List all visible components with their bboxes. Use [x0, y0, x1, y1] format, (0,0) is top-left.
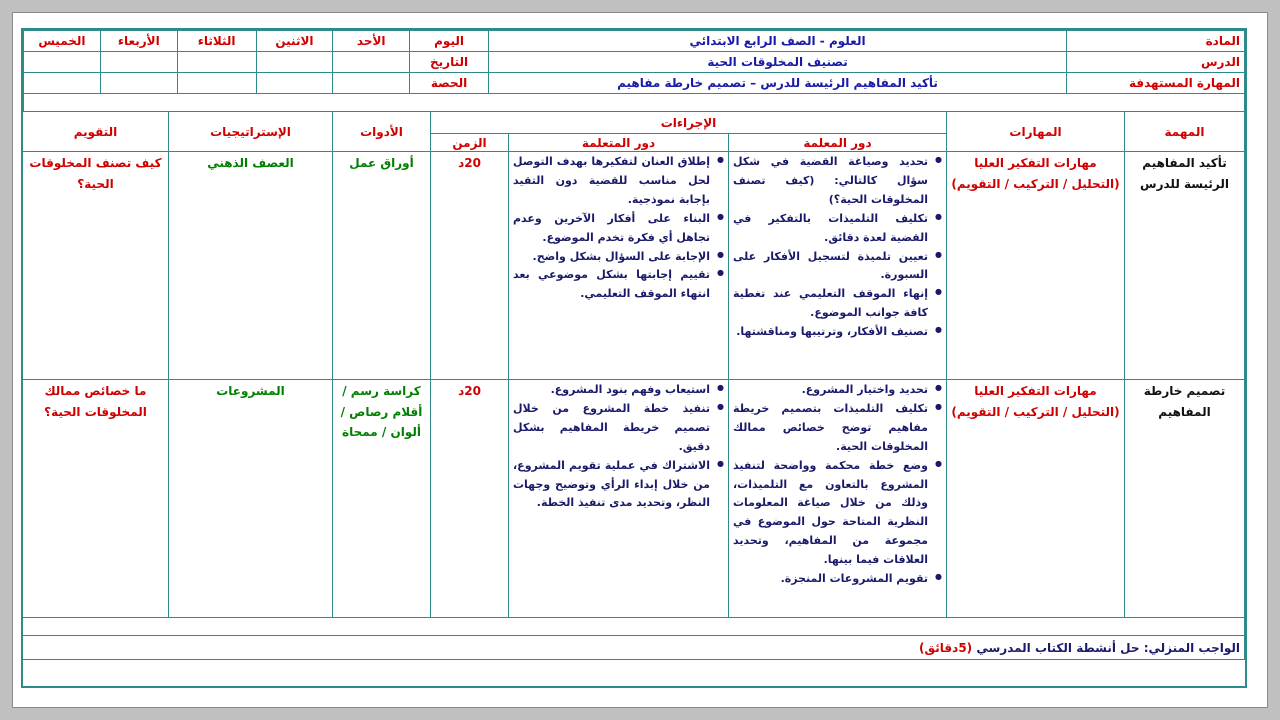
- task-cell: تصميم خارطة المفاهيم: [1125, 380, 1245, 618]
- skills-cell: مهارات التفكير العليا (التحليل / التركيب / التقويم): [947, 380, 1125, 618]
- col-evaluation-header: التقويم: [23, 112, 169, 152]
- period-cell: [333, 73, 410, 94]
- list-item: ● تقويم المشروعات المنجزة.: [733, 570, 928, 589]
- evaluation-cell: كيف تصنف المخلوقات الحية؟: [23, 152, 169, 380]
- homework-time: (5دقائق): [918, 640, 973, 655]
- evaluation-cell: ما خصائص ممالك المخلوقات الحية؟: [23, 380, 169, 618]
- date-cell: [333, 52, 410, 73]
- list-item: ● إنهاء الموقف التعليمي عند تغطية كافة جوانب الموضوع.: [733, 285, 928, 323]
- list-item: ● إطلاق العنان لتفكيرها بهدف التوصل لحل مناسب للقضية دون التقيد بإجابة نموذجية.: [513, 153, 710, 210]
- col-tools-header: الأدوات: [333, 112, 431, 152]
- col-student-role-header: دور المتعلمة: [509, 134, 729, 152]
- period-cell: [100, 73, 177, 94]
- list-item: ● تحديد وصياغة القضية في شكل سؤال كالتالي: (كيف تصنف المخلوقات الحية؟): [733, 153, 928, 210]
- date-cell: [256, 52, 333, 73]
- day-thursday: الخميس: [24, 31, 101, 52]
- col-time-header: الزمن: [431, 134, 509, 152]
- teacher-role-cell: [729, 152, 947, 380]
- list-item: ● الاشتراك في عملية تقويم المشروع، من خلال إبداء الرأي وتوضيح وجهات النظر، وتحديد مدى تنفيذ الخطة.: [513, 457, 710, 514]
- homework-label: الواجب المنزلي:: [1143, 640, 1240, 655]
- col-teacher-role-header: دور المعلمة: [729, 134, 947, 152]
- procedures-table: [22, 111, 1245, 660]
- lesson-value: تصنيف المخلوقات الحية: [488, 52, 1066, 73]
- period-cell: [256, 73, 333, 94]
- day-label: اليوم: [410, 31, 489, 52]
- list-item: ● تقييم إجابتها بشكل موضوعي بعد انتهاء الموقف التعليمي.: [513, 266, 710, 304]
- tools-cell: كراسة رسم / أقلام رصاص / ألوان / ممحاة: [333, 380, 431, 618]
- lesson-label: الدرس: [1067, 52, 1245, 73]
- col-task-header: المهمة: [1125, 112, 1245, 152]
- list-item: ● تصنيف الأفكار، وترتيبها ومناقشتها.: [733, 323, 928, 342]
- period-label: الحصة: [410, 73, 489, 94]
- skill-label: المهارة المستهدفة: [1067, 73, 1245, 94]
- skills-cell: مهارات التفكير العليا (التحليل / التركيب / التقويم): [947, 152, 1125, 380]
- day-sunday: الأحد: [333, 31, 410, 52]
- date-cell: [100, 52, 177, 73]
- table-row: [23, 380, 1245, 618]
- lesson-plan-sheet: [21, 28, 1247, 688]
- tools-cell: أوراق عمل: [333, 152, 431, 380]
- subject-label: المادة: [1067, 31, 1245, 52]
- student-role-cell: [509, 152, 729, 380]
- col-procedures-header: الإجراءات: [431, 112, 947, 134]
- student-role-cell: [509, 380, 729, 618]
- table-row: [23, 152, 1245, 380]
- date-label: التاريخ: [410, 52, 489, 73]
- list-item: ● تكليف التلميذات بالتفكير في القضية لعدة دقائق.: [733, 210, 928, 248]
- day-tuesday: الثلاثاء: [177, 31, 256, 52]
- day-wednesday: الأربعاء: [100, 31, 177, 52]
- spacer-row: [24, 94, 1245, 112]
- skill-value: تأكيد المفاهيم الرئيسة للدرس – تصميم خارطة مفاهيم: [488, 73, 1066, 94]
- homework-text: حل أنشطة الكتاب المدرسي: [976, 640, 1140, 655]
- task-cell: تأكيد المفاهيم الرئيسة للدرس: [1125, 152, 1245, 380]
- list-item: ● تنفيذ خطة المشروع من خلال تصميم خريطة المفاهيم بشكل دقيق.: [513, 400, 710, 457]
- date-cell: [24, 52, 101, 73]
- time-cell: 20د: [431, 380, 509, 618]
- strategy-cell: المشروعات: [169, 380, 333, 618]
- list-item: ● تعيين تلميذة لتسجيل الأفكار على السبورة.: [733, 248, 928, 286]
- list-item: ● الإجابة على السؤال بشكل واضح.: [513, 248, 710, 267]
- period-cell: [24, 73, 101, 94]
- date-cell: [177, 52, 256, 73]
- list-item: ● استيعاب وفهم بنود المشروع.: [513, 381, 710, 400]
- list-item: ● تكليف التلميذات بتصميم خريطة مفاهيم توضح خصائص ممالك المخلوقات الحية.: [733, 400, 928, 457]
- time-cell: 20د: [431, 152, 509, 380]
- strategy-cell: العصف الذهني: [169, 152, 333, 380]
- list-item: ● البناء على أفكار الآخرين وعدم تجاهل أي فكرة تخدم الموضوع.: [513, 210, 710, 248]
- list-item: ● تحديد واختيار المشروع.: [733, 381, 928, 400]
- col-skills-header: المهارات: [947, 112, 1125, 152]
- header-table: [23, 30, 1245, 112]
- day-monday: الاثنين: [256, 31, 333, 52]
- period-cell: [177, 73, 256, 94]
- spacer-row: [23, 618, 1245, 636]
- col-strategies-header: الإستراتيجيات: [169, 112, 333, 152]
- homework-row: [23, 636, 1245, 660]
- list-item: ● وضع خطة محكمة وواضحة لتنفيذ المشروع بالتعاون مع التلميذات، وذلك من خلال صياغة المعلومات النظرية المتاحة حول الموضوع في مجموعة من المفاهيم، وتحديد العلاقات فيما بينها.: [733, 457, 928, 570]
- subject-value: العلوم - الصف الرابع الابتدائي: [488, 31, 1066, 52]
- teacher-role-cell: [729, 380, 947, 618]
